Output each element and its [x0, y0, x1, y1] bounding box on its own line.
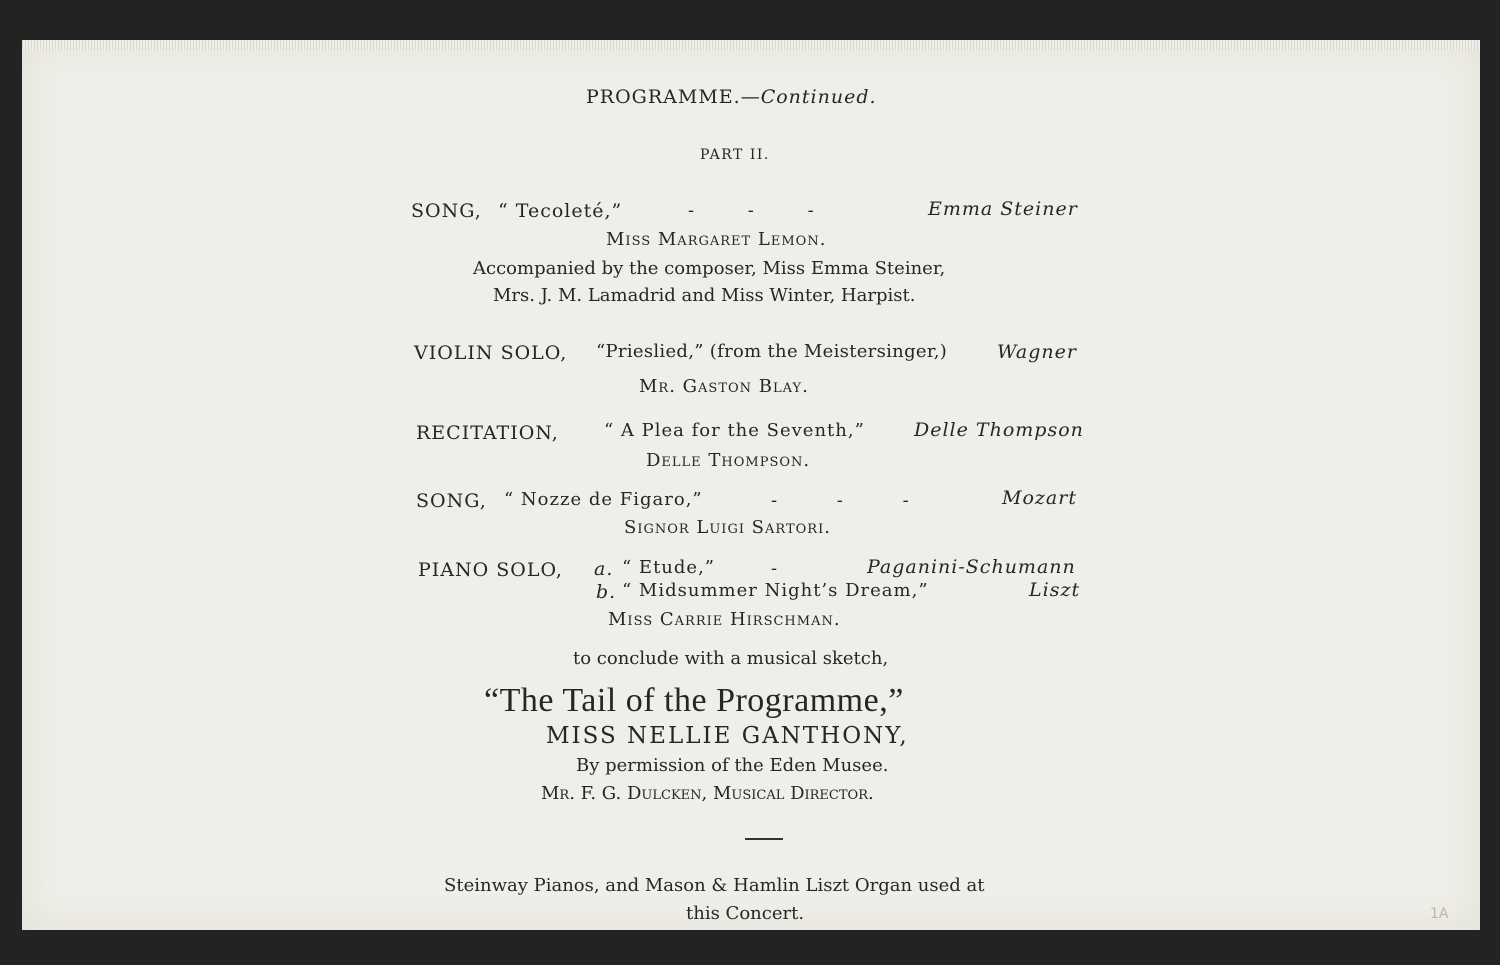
part-heading: PART II.: [700, 147, 770, 163]
item-1-piece: “ Tecoleté,”: [498, 200, 623, 222]
item-2-performer: Mr. Gaston Blay.: [639, 376, 809, 397]
item-5-sub-a-composer: Paganini-Schumann: [867, 556, 1076, 578]
item-5-sub-a-label: a.: [594, 558, 614, 580]
item-4-performer: Signor Luigi Sartori.: [624, 517, 831, 538]
corner-pencil-mark: 1A: [1430, 906, 1449, 922]
item-1-performer: Miss Margaret Lemon.: [606, 229, 827, 250]
item-5-sub-a-piece: “ Etude,”: [622, 557, 715, 578]
perforated-edge: [22, 40, 1480, 50]
finale-director: Mr. F. G. Dulcken, Musical Director.: [541, 783, 874, 804]
item-1-dashes: - - -: [688, 200, 814, 221]
item-3-kind: RECITATION,: [416, 422, 559, 444]
item-5-sub-a-dash: -: [771, 558, 778, 579]
item-5-performer: Miss Carrie Hirschman.: [608, 609, 841, 630]
item-3-composer: Delle Thompson: [914, 419, 1084, 441]
item-1-kind: SONG,: [411, 200, 482, 222]
item-5-sub-b-label: b.: [596, 581, 617, 603]
item-1-note-2: Mrs. J. M. Lamadrid and Miss Winter, Harpist.: [493, 285, 916, 306]
item-3-performer: Delle Thompson.: [646, 450, 811, 471]
item-5-sub-b-piece: “ Midsummer Night’s Dream,”: [622, 580, 929, 601]
item-5-sub-b-composer: Liszt: [1029, 579, 1081, 601]
page-title: [586, 86, 877, 108]
title-text: PROGRAMME.: [586, 86, 741, 108]
item-4-kind: SONG,: [416, 490, 487, 512]
item-4-dashes: - - -: [771, 490, 909, 511]
finale-intro: to conclude with a musical sketch,: [573, 648, 889, 669]
title-suffix: —Continued.: [740, 86, 877, 108]
item-3-piece: “ A Plea for the Seventh,”: [604, 420, 865, 441]
finale-performer: MISS NELLIE GANTHONY,: [546, 723, 909, 749]
footer-line-1: Steinway Pianos, and Mason & Hamlin Liszt Organ used at: [444, 875, 985, 896]
item-2-piece: “Prieslied,” (from the Meistersinger,): [596, 341, 948, 362]
divider-rule: [745, 838, 783, 840]
item-2-composer: Wagner: [997, 341, 1077, 363]
finale-title: “The Tail of the Programme,”: [484, 682, 904, 719]
finale-permission: By permission of the Eden Musee.: [576, 755, 889, 776]
item-2-kind: VIOLIN SOLO,: [414, 342, 568, 364]
footer-line-2: this Concert.: [686, 903, 805, 924]
item-4-composer: Mozart: [1002, 487, 1077, 509]
item-1-note-1: Accompanied by the composer, Miss Emma Steiner,: [473, 258, 946, 279]
item-1-composer: Emma Steiner: [928, 198, 1078, 220]
item-5-kind: PIANO SOLO,: [418, 559, 563, 581]
item-4-piece: “ Nozze de Figaro,”: [504, 489, 703, 510]
